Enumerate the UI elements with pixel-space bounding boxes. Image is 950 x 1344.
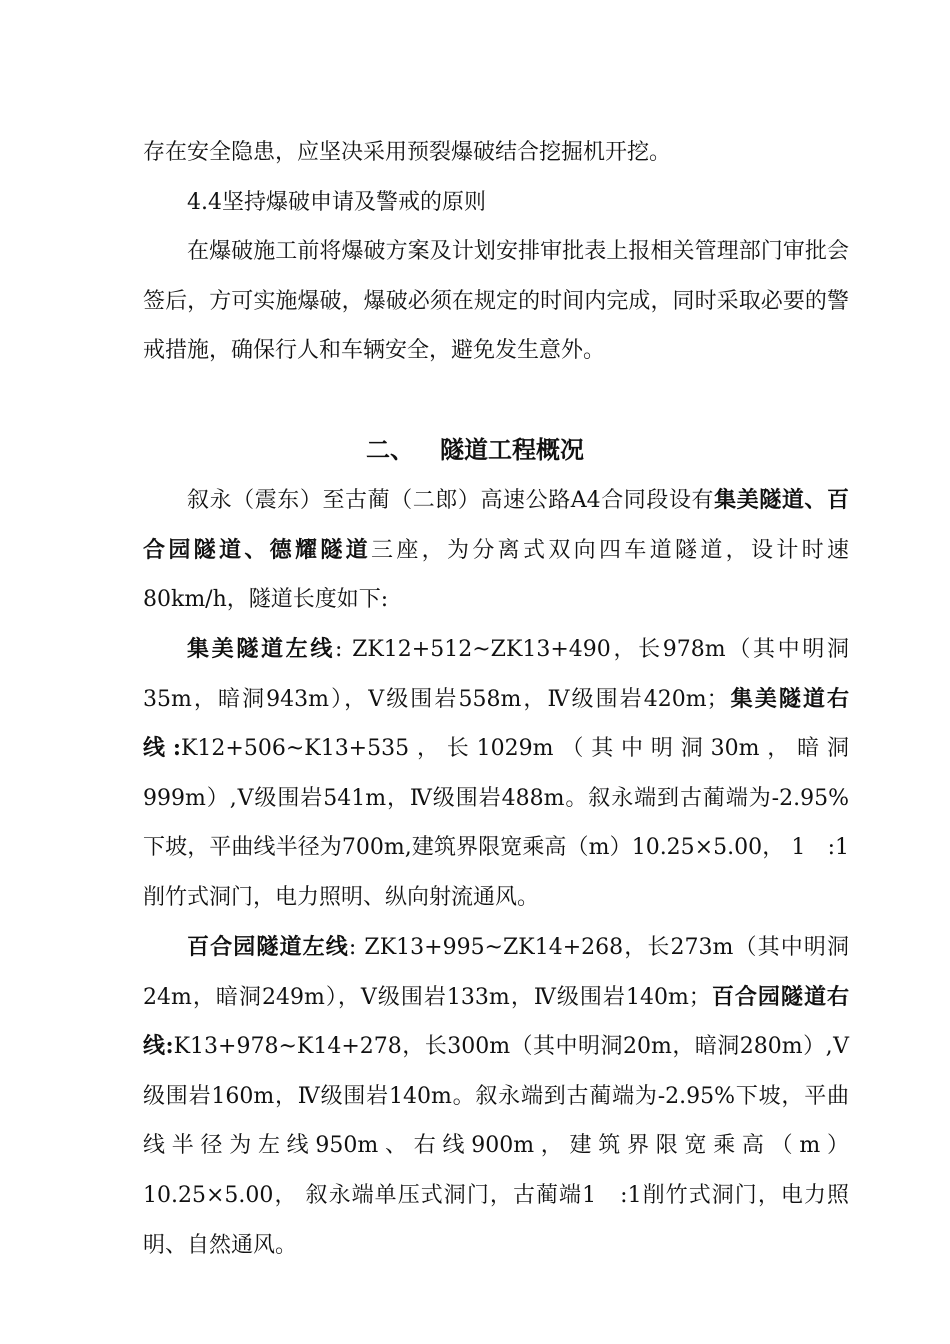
jimei-right-text: K12+506~K13+535，长1029m（其中明洞30m，暗洞999m）,Ⅴ级围岩541m，Ⅳ级围岩488m。叙永端到古蔺端为-2.95%下坡，平曲线半径为700m,建筑界限宽乘高（m）10.25×5.00， 1 :1削竹式洞门，电力照明、纵向射流通风。 xyxy=(143,736,849,910)
baihe-left-label: 百合园隧道左线 xyxy=(187,934,349,960)
chapter-title: 隧道工程概况 xyxy=(440,435,584,464)
intro-paragraph xyxy=(143,476,849,625)
jimei-left-label: 集美隧道左线 xyxy=(187,636,336,662)
jimei-paragraph xyxy=(143,625,849,923)
paragraph-continuation: 存在安全隐患，应坚决采用预裂爆破结合挖掘机开挖。 xyxy=(143,140,672,165)
chapter-heading xyxy=(0,430,950,470)
baihe-paragraph xyxy=(143,923,849,1270)
baihe-left-text: : ZK13+995~ZK14+268，长273m（其中明洞24m，暗洞249m），Ⅴ级围岩133m，Ⅳ级围岩140m； xyxy=(143,935,849,1010)
intro-tunnel-names: 集美隧道、百合园隧道、德耀隧道 xyxy=(143,487,849,563)
chapter-number: 二、 xyxy=(366,435,414,464)
intro-text-c: 三座，为分离式双向四车道隧道，设计时速80km/h，隧道长度如下: xyxy=(143,537,849,613)
baihe-right-text: K13+978~K14+278，长300m（其中明洞20m，暗洞280m）,Ⅴ级围岩160m，Ⅳ级围岩140m。叙永端到古蔺端为-2.95%下坡，平曲线半径为左线950m、右线900m，建筑界限宽乘高（m）10.25×5.00， 叙永端单压式洞门，古蔺端1 :1削竹式洞门，电力照明、自然通风。 xyxy=(143,1034,849,1258)
baihe-right-label: 百合园隧道右线: xyxy=(143,983,849,1060)
jimei-left-text: : ZK12+512~ZK13+490，长978m（其中明洞35m，暗洞943m），Ⅴ级围岩558m，Ⅳ级围岩420m； xyxy=(143,637,849,712)
section-4-4-title: 4.4坚持爆破申请及警戒的原则 xyxy=(187,190,486,215)
jimei-right-label: 集美隧道右线: xyxy=(143,685,849,762)
intro-text-a: 叙永（震东）至古蔺（二郎）高速公路A4合同段设有 xyxy=(187,488,715,513)
section-4-4-body: 在爆破施工前将爆破方案及计划安排审批表上报相关管理部门审批会签后，方可实施爆破，爆破必须在规定的时间内完成，同时采取必要的警戒措施，确保行人和车辆安全，避免发生意外。 xyxy=(143,239,849,364)
